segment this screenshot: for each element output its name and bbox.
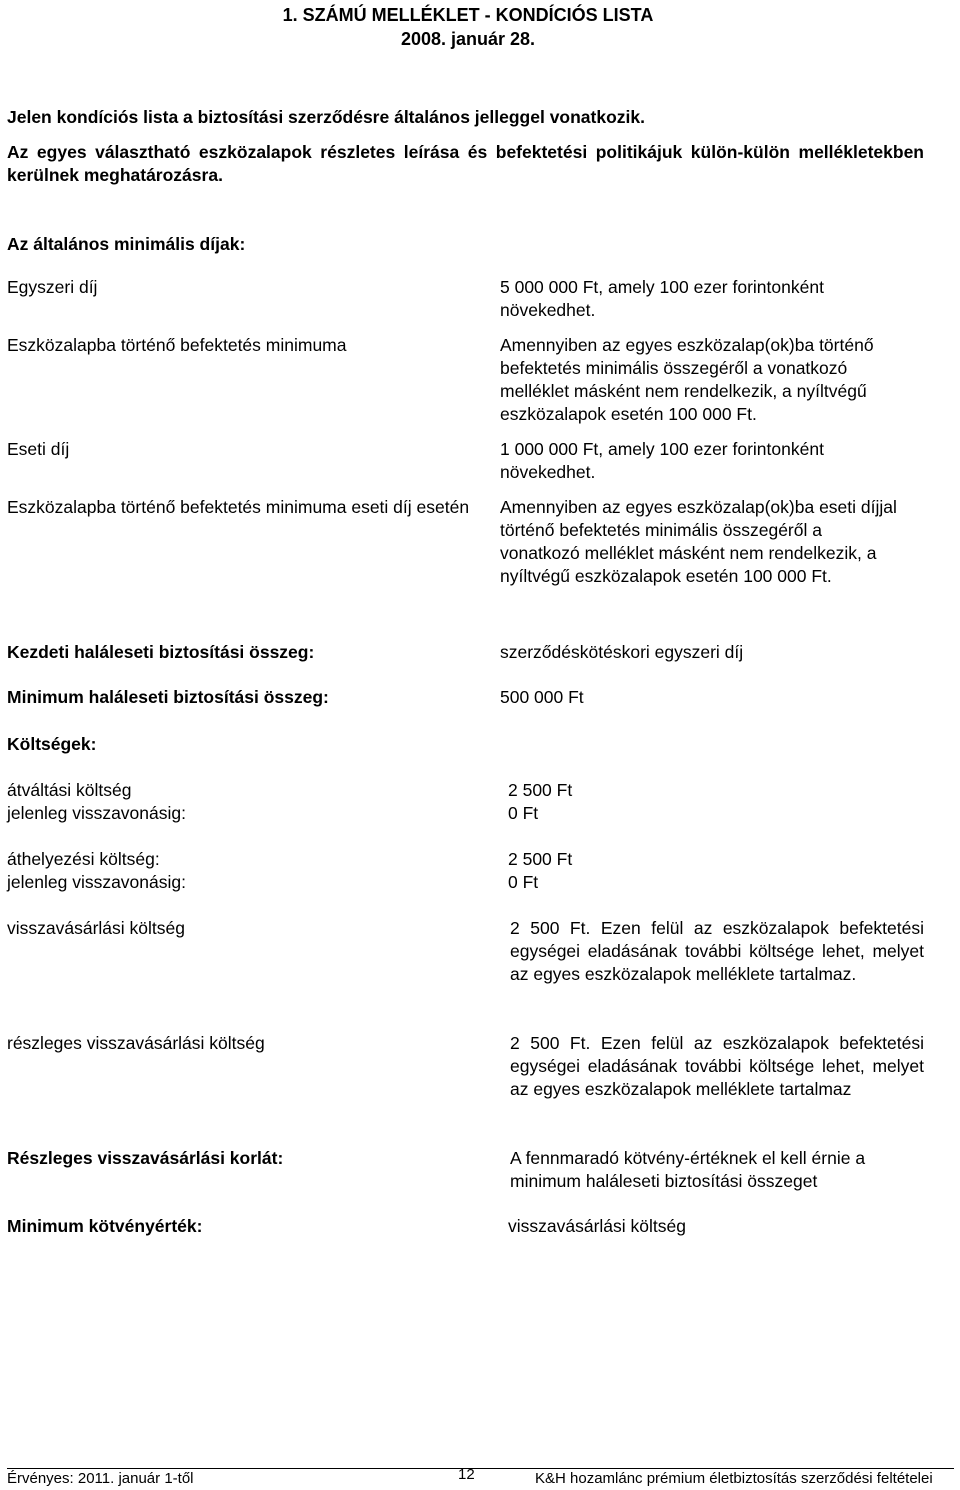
cost-label-surrender: visszavásárlási költség — [7, 918, 185, 938]
fee-label-fund-minimum: Eszközalapba történő befektetés minimuma — [7, 335, 347, 355]
cost-value-switch-amount: 2 500 Ft — [508, 780, 573, 800]
footer-validity: Érvényes: 2011. január 1-től — [7, 1470, 194, 1487]
document-title — [0, 3, 936, 51]
cost-label-switch — [7, 779, 477, 825]
fee-value-ad-hoc-premium: 1 000 000 Ft, amely 100 ezer forintonként növekedhet. — [500, 439, 824, 482]
cost-value-partial-surrender: 2 500 Ft. Ezen felül az eszközalapok befektetési egységei eladásának további költsége lehet, melyet az egyes eszközalapok melléklete tartalmaz — [510, 1033, 924, 1099]
fee-value-initial-death-sum: szerződéskötéskori egyszeri díj — [500, 642, 744, 662]
fee-label-minimum-death-sum: Minimum haláleseti biztosítási összeg: — [7, 687, 329, 707]
cost-value-partial-surrender-limit: A fennmaradó kötvény-értéknek el kell érnie a minimum haláleseti biztosítási összeget — [510, 1148, 866, 1191]
fee-label-fund-minimum-ad-hoc: Eszközalapba történő befektetés minimuma eseti díj esetén — [7, 497, 470, 517]
cost-label-minimum-policy-value: Minimum kötvényérték: — [7, 1216, 203, 1236]
cost-value-surrender: 2 500 Ft. Ezen felül az eszközalapok befektetési egységei eladásának további költsége lehet, melyet az egyes eszközalapok melléklete tartalmaz. — [510, 918, 924, 984]
footer-divider — [7, 1468, 954, 1469]
fee-label-ad-hoc-premium: Eseti díj — [7, 439, 70, 459]
intro-text — [7, 106, 924, 187]
intro-paragraph-2: Az egyes választható eszközalapok részletes leírása és befektetési politikájuk külön-külön mellékletekben kerülnek meghatározásra. — [7, 142, 924, 185]
fee-value-fund-minimum-ad-hoc: Amennyiben az egyes eszközalap(ok)ba eseti díjjal történő befektetés minimális összegéről a vonatkozó melléklet másként nem rendelkezik, a nyíltvégű eszközalapok esetén 100 000 Ft. — [500, 497, 897, 586]
cost-label-partial-surrender-limit: Részleges visszavásárlási korlát: — [7, 1148, 284, 1168]
cost-value-transfer-current: 0 Ft — [508, 872, 539, 892]
cost-label-partial-surrender: részleges visszavásárlási költség — [7, 1033, 265, 1053]
cost-value-transfer-amount: 2 500 Ft — [508, 849, 573, 869]
fee-value-fund-minimum: Amennyiben az egyes eszközalap(ok)ba történő befektetés minimális összegéről a vonatkozó melléklet másként nem rendelkezik, a nyíltvégű eszközalapok esetén 100 000 Ft. — [500, 335, 874, 424]
footer-page-number: 12 — [458, 1466, 475, 1483]
intro-paragraph-1: Jelen kondíciós lista a biztosítási szerződésre általános jelleggel vonatkozik. — [7, 107, 645, 127]
fee-value-single-premium: 5 000 000 Ft, amely 100 ezer forintonként növekedhet. — [500, 277, 824, 320]
fee-label-single-premium: Egyszeri díj — [7, 277, 98, 297]
cost-value-minimum-policy-value: visszavásárlási költség — [508, 1216, 686, 1236]
fee-value-minimum-death-sum: 500 000 Ft — [500, 687, 584, 707]
footer-product-name: K&H hozamlánc prémium életbiztosítás szerződési feltételei — [535, 1470, 933, 1487]
cost-label-transfer-note: jelenleg visszavonásig: — [7, 872, 186, 892]
cost-label-transfer — [7, 848, 477, 894]
fees-heading: Az általános minimális díjak: — [7, 234, 246, 254]
cost-label-transfer-name: áthelyezési költség: — [7, 849, 160, 869]
fee-label-initial-death-sum: Kezdeti haláleseti biztosítási összeg: — [7, 642, 315, 662]
cost-label-switch-note: jelenleg visszavonásig: — [7, 803, 186, 823]
cost-value-switch-current: 0 Ft — [508, 803, 539, 823]
costs-heading: Költségek: — [7, 734, 97, 754]
cost-label-switch-name: átváltási költség — [7, 780, 132, 800]
title-date: 2008. január 28. — [400, 29, 536, 49]
cost-value-transfer — [508, 848, 934, 894]
title-line-1: 1. SZÁMÚ MELLÉKLET - KONDÍCIÓS LISTA — [282, 5, 654, 25]
cost-value-switch — [508, 779, 934, 825]
